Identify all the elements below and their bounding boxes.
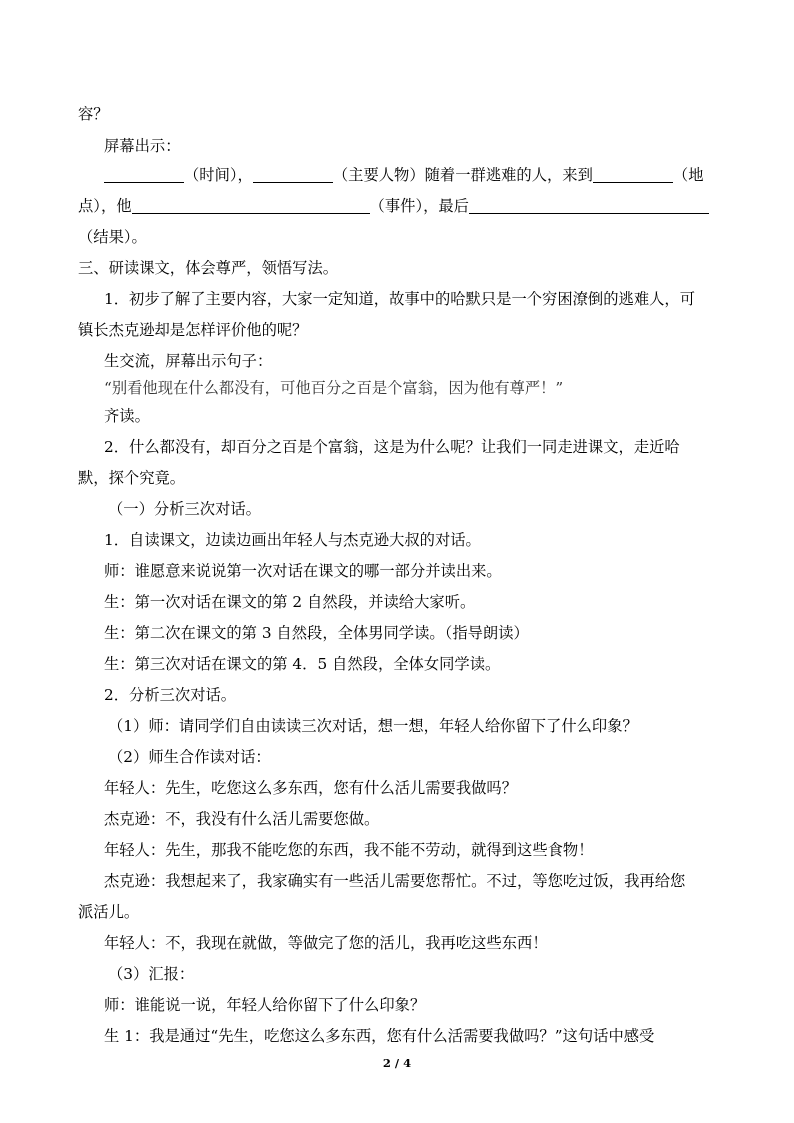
text-line: 容？: [78, 105, 109, 123]
dialogue-line: 杰克逊：不，我没有什么活儿需要您做。: [104, 810, 380, 828]
blank-event: [132, 197, 370, 214]
text-line: （2）师生合作读对话：: [108, 748, 271, 766]
text-line: （结果）。: [78, 228, 147, 246]
fill-in-line-2: 点），他 （事件），最后: [78, 196, 718, 216]
blank-place: [593, 166, 673, 183]
text-line: 师：谁能说一说，年轻人给你留下了什么印象？: [104, 996, 426, 1014]
text-line: 1．自读课文，边读边画出年轻人与杰克逊大叔的对话。: [104, 531, 481, 549]
text-line: 生交流，屏幕出示句子：: [104, 352, 273, 370]
text-line: 生：第二次在课文的第 3 自然段，全体男同学读。（指导朗读）: [104, 624, 529, 642]
text-line: 生：第三次对话在课文的第 4．5 自然段，全体女同学读。: [104, 655, 501, 673]
text-line: （3）汇报：: [108, 965, 195, 983]
text-line: 师：谁愿意来说说第一次对话在课文的哪一部分并读出来。: [104, 562, 502, 580]
blank-result: [469, 197, 709, 214]
text-line: 2．什么都没有，却百分之百是个富翁，这是为什么呢？让我们一同走进课文，走近哈: [104, 438, 680, 456]
dialogue-line: 年轻人：先生，那我不能吃您的东西，我不能不劳动，就得到这些食物！: [104, 841, 594, 859]
blank-person: [253, 166, 333, 183]
fill-in-line-1: （时间）， （主要人物）随着一群逃难的人，来到 （地: [104, 165, 744, 185]
text-line: 1．初步了解了主要内容，大家一定知道，故事中的哈默只是一个穷困潦倒的逃难人，可: [104, 290, 696, 308]
text-line: （1）师：请同学们自由读读三次对话，想一想，年轻人给你留下了什么印象？: [108, 717, 638, 735]
dialogue-line: 派活儿。: [78, 903, 140, 921]
dialogue-line: 杰克逊：我想起来了，我家确实有一些活儿需要您帮忙。不过，等您吃过饭，我再给您: [104, 872, 686, 890]
text-line: 生 1：我是通过“先生，吃您这么多东西，您有什么活需要我做吗？”这句话中感受: [104, 1027, 655, 1045]
text-line: 齐读。: [104, 407, 150, 425]
text-line: 生：第一次对话在课文的第 2 自然段，并读给大家听。: [104, 593, 476, 611]
text-line: 2．分析三次对话。: [104, 686, 237, 704]
blank-time: [104, 166, 184, 183]
text-line: 镇长杰克逊却是怎样评价他的呢？: [78, 321, 308, 339]
text-line: 默，探个究竟。: [78, 469, 186, 487]
quote-line: “别看他现在什么都没有，可他百分之百是个富翁，因为他有尊严！”: [104, 379, 564, 397]
subsection-heading: （一）分析三次对话。: [108, 500, 261, 518]
section-heading: 三、研读课文，体会尊严，领悟写法。: [78, 259, 339, 277]
dialogue-line: 年轻人：先生，吃您这么多东西，您有什么活儿需要我做吗？: [104, 779, 518, 797]
dialogue-line: 年轻人：不，我现在就做，等做完了您的活儿，我再吃这些东西！: [104, 934, 548, 952]
page-number: 2 / 4: [382, 1056, 412, 1070]
text-line: 屏幕出示：: [104, 137, 181, 155]
